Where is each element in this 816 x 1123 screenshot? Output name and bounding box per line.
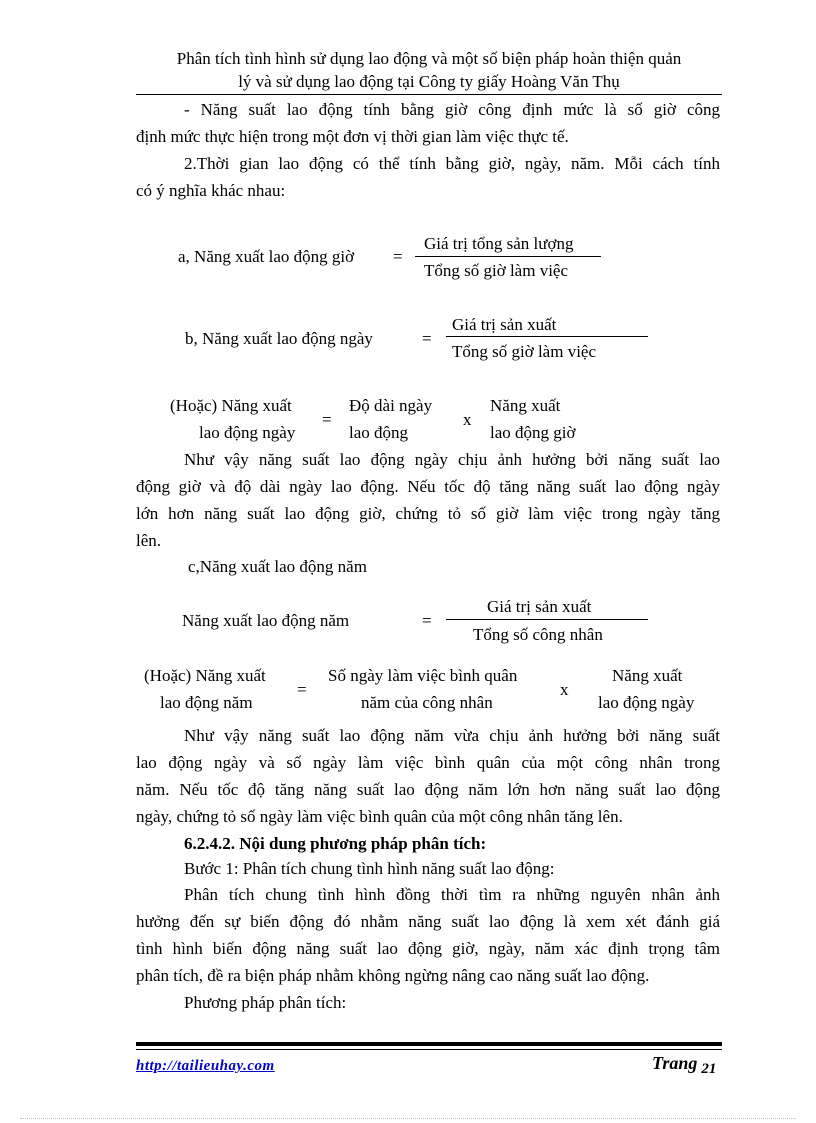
formula-c-numerator: Giá trị sản xuất (487, 597, 592, 616)
paragraph-line: năm. Nếu tốc độ tăng năng suất lao động năm lớn hơn năng suất lao động (136, 780, 720, 799)
formula-year-times: x (560, 680, 569, 699)
page-header (136, 47, 722, 93)
formula-b-denominator: Tổng số giờ làm việc (452, 342, 597, 361)
formula-day-lhs-line-2: lao động ngày (199, 423, 296, 442)
formula-year-lhs-line-1: (Hoặc) Năng xuất (144, 666, 266, 685)
header-title-line-1: Phân tích tình hình sử dụng lao động và một số biện pháp hoàn thiện quản (176, 49, 682, 68)
footer-divider-thick (136, 1042, 722, 1046)
formula-a-equals: = (393, 247, 403, 266)
page-label: Trang (652, 1053, 698, 1073)
formula-year-lhs-line-2: lao động năm (160, 693, 253, 712)
paragraph-line: - Năng suất lao động tính bằng giờ công định mức là số giờ công (184, 100, 720, 119)
paragraph-line: lớn hơn năng suất lao động giờ, chứng tỏ số giờ làm việc trong ngày tăng (136, 504, 720, 523)
formula-year-factor-1-line-1: Số ngày làm việc bình quân (328, 666, 518, 685)
formula-a-numerator: Giá trị tổng sản lượng (424, 234, 574, 253)
formula-a-denominator: Tổng số giờ làm việc (424, 261, 569, 280)
formula-day-times: x (463, 410, 472, 429)
paragraph-line: có ý nghĩa khác nhau: (136, 181, 286, 200)
paragraph-line: tình hình biến động năng suất lao động giờ, ngày, năm xác định trọng tâm (136, 939, 720, 958)
formula-c-fraction-bar (446, 619, 648, 620)
formula-c-denominator: Tổng số công nhân (473, 625, 603, 644)
paragraph-line: Phân tích chung tình hình đồng thời tìm ra những nguyên nhân ảnh (184, 885, 720, 904)
formula-c-heading: c,Năng xuất lao động năm (188, 557, 367, 576)
paragraph-line: Phương pháp phân tích: (184, 993, 347, 1012)
step-1-text: Bước 1: Phân tích chung tình hình năng suất lao động: (184, 859, 555, 878)
formula-c-label: Năng xuất lao động năm (182, 611, 350, 630)
paragraph-line: hưởng đến sự biến động đó nhằm năng suất lao động là xem xét đánh giá (136, 912, 720, 931)
formula-c-equals: = (422, 611, 432, 630)
header-title-line-2: lý và sử dụng lao động tại Công ty giấy Hoàng Văn Thụ (238, 72, 620, 91)
header-divider (136, 94, 722, 95)
section-heading: 6.2.4.2. Nội dung phương pháp phân tích: (184, 834, 487, 853)
formula-b-numerator: Giá trị sản xuất (452, 315, 557, 334)
page-bottom-edge (20, 1118, 796, 1119)
formula-b-label: b, Năng xuất lao động ngày (185, 329, 373, 348)
formula-day-lhs-line-1: (Hoặc) Năng xuất (170, 396, 292, 415)
formula-day-factor-1-line-1: Độ dài ngày (349, 396, 433, 415)
footer-page-indicator (652, 1053, 717, 1077)
formula-year-factor-2-line-2: lao động ngày (598, 693, 695, 712)
formula-day-factor-2-line-2: lao động giờ (490, 423, 576, 442)
footer-website-link[interactable]: http://tailieuhay.com (136, 1058, 275, 1074)
footer-divider-thin (136, 1049, 722, 1050)
paragraph-line: Như vậy năng suất lao động ngày chịu ảnh hưởng bởi năng suất lao (184, 450, 720, 469)
formula-day-factor-2-line-1: Năng xuất (490, 396, 561, 415)
paragraph-line: 2.Thời gian lao động có thể tính bằng giờ, ngày, năm. Mỗi cách tính (184, 154, 720, 173)
formula-day-factor-1-line-2: lao động (349, 423, 409, 442)
paragraph-line: động giờ và độ dài ngày lao động. Nếu tốc độ tăng năng suất lao động ngày (136, 477, 720, 496)
formula-b-fraction-bar (446, 336, 648, 337)
paragraph-line: lên. (136, 531, 162, 550)
page-number: 21 (701, 1061, 717, 1077)
paragraph-line: lao động ngày và số ngày làm việc bình quân của một công nhân trong (136, 753, 720, 772)
formula-day-equals: = (322, 410, 332, 429)
formula-b-equals: = (422, 329, 432, 348)
formula-year-factor-1-line-2: năm của công nhân (361, 693, 493, 712)
paragraph-line: Như vậy năng suất lao động năm vừa chịu ảnh hưởng bởi năng suất (184, 726, 720, 745)
formula-a-label: a, Năng xuất lao động giờ (178, 247, 355, 266)
paragraph-line: ngày, chứng tỏ số ngày làm việc bình quân của một công nhân tăng lên. (136, 807, 623, 826)
paragraph-line: định mức thực hiện trong một đơn vị thời gian làm việc thực tế. (136, 127, 569, 146)
formula-year-equals: = (297, 680, 307, 699)
formula-year-factor-2-line-1: Năng xuất (612, 666, 683, 685)
paragraph-line: phân tích, đề ra biện pháp nhằm không ngừng nâng cao năng suất lao động. (136, 966, 650, 985)
